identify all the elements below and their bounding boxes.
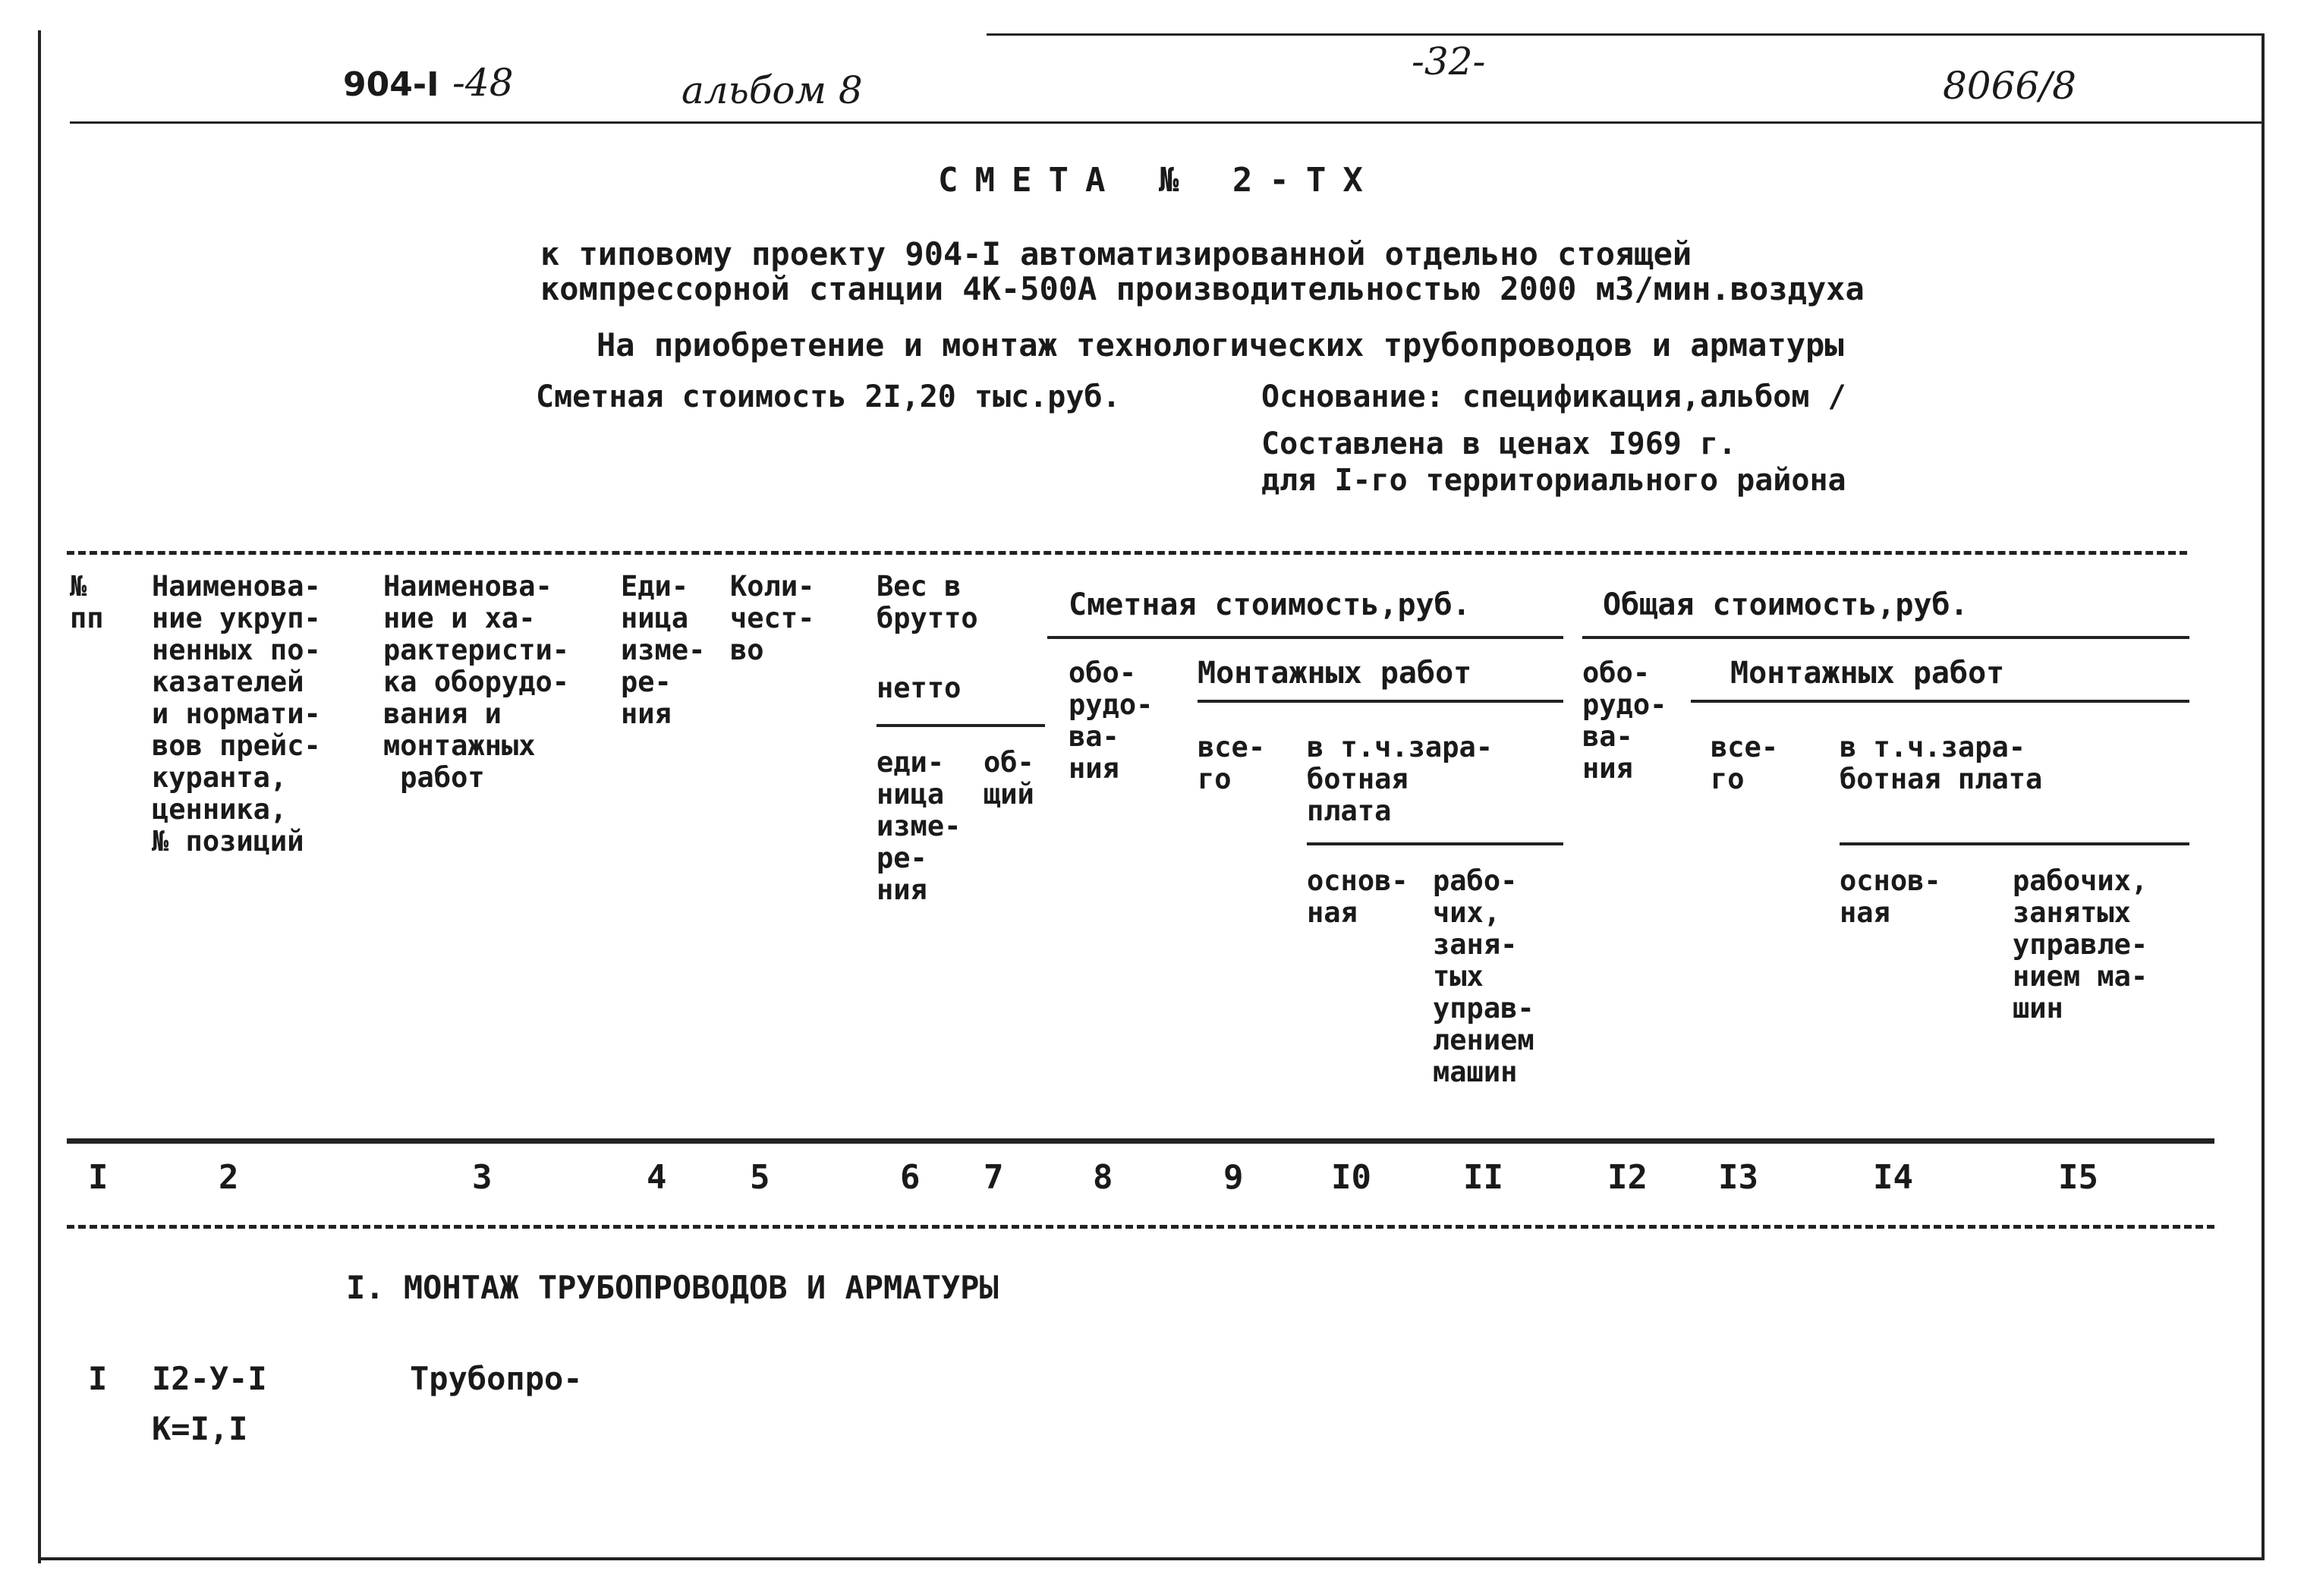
col-3-header: Наименова- ние и ха- рактеристи- ка оборудо- вания и монтажных работ (383, 570, 570, 794)
col-12-header: обо- рудо- ва- ния (1582, 656, 1667, 785)
frame-top-border (987, 33, 2265, 36)
col-1-header: № пп (70, 570, 104, 634)
mont-group-total-rule (1691, 700, 2189, 703)
row-1-coefficient: К=I,I (152, 1410, 248, 1447)
col-15-header: рабочих, занятых управле- нием ма- шин (2013, 864, 2148, 1025)
total-cost-group-header: Общая стоимость,руб. (1603, 587, 1969, 622)
basis: Основание: спецификация,альбом / (1261, 379, 1846, 414)
column-number-2: 2 (219, 1158, 239, 1197)
col-10-header: основ- ная (1307, 864, 1409, 929)
estimated-cost-group-rule (1047, 636, 1563, 639)
col-9-header: все- го (1198, 731, 1266, 795)
mont-group-est-header: Монтажных работ (1198, 656, 1472, 691)
col-13-header: все- го (1711, 731, 1779, 795)
frame-right-border (2262, 35, 2265, 1560)
estimated-cost-group-header: Сметная стоимость,руб. (1069, 587, 1471, 622)
column-numbers-bottom-rule (67, 1225, 2214, 1229)
subtitle-line-1: к типовому проекту 904-I автоматизированной отдельно стоящей (540, 235, 1692, 272)
col-11-header: рабо- чих, заня- тых управ- лением машин (1433, 864, 1534, 1088)
mont-group-est-rule (1198, 700, 1563, 703)
row-1-number: I (88, 1360, 108, 1397)
col-5-header: Коли- чест- во (730, 570, 815, 666)
column-number-8: 8 (1093, 1158, 1113, 1197)
wage-group-est-rule (1307, 842, 1563, 845)
frame-left-border (38, 30, 41, 1563)
column-number-13: I3 (1718, 1158, 1758, 1197)
col-7-header: об- щий (984, 746, 1034, 811)
row-1-name: Трубопро- (410, 1360, 583, 1397)
col-2-header: Наименова- ние укруп- ненных по- казателей и нормати- вов прейс- куранта, ценника, № позиций (152, 570, 321, 858)
weight-divider (877, 724, 1045, 727)
sheet-code: 8066/8 (1943, 64, 2076, 108)
header-bottom-rule (67, 1138, 2214, 1144)
col-8-header: обо- рудо- ва- ния (1069, 656, 1154, 785)
page-number: -32- (1412, 39, 1486, 83)
estimated-cost: Сметная стоимость 2I,20 тыс.руб. (536, 379, 1121, 414)
subtitle-line-2: компрессорной станции 4К-500А производительностью 2000 м3/мин.воздуха (540, 270, 1865, 307)
column-number-7: 7 (984, 1158, 1004, 1197)
weight-header: Вес в брутто (877, 570, 978, 634)
row-1-code: I2-У-I (152, 1360, 267, 1397)
mont-group-total-header: Монтажных работ (1730, 656, 2005, 691)
wage-group-total-header: в т.ч.зара- ботная плата (1840, 731, 2043, 795)
frame-bottom-border (38, 1557, 2265, 1560)
wage-group-total-rule (1840, 842, 2189, 845)
col-6-header: еди- ница изме- ре- ния (877, 746, 962, 906)
weight-netto-header: нетто (877, 672, 962, 704)
column-number-14: I4 (1873, 1158, 1913, 1197)
column-number-3: 3 (472, 1158, 493, 1197)
col-4-header: Еди- ница изме- ре- ния (621, 570, 706, 730)
section-title: I. МОНТАЖ ТРУБОПРОВОДОВ И АРМАТУРЫ (346, 1269, 999, 1306)
table-top-rule (67, 551, 2187, 555)
region: для I-го территориального района (1261, 463, 1846, 498)
column-number-5: 5 (750, 1158, 770, 1197)
compiled-prices: Составлена в ценах I969 г. (1261, 427, 1737, 461)
column-number-11: II (1463, 1158, 1503, 1197)
document-title: СМЕТА № 2-ТХ (938, 161, 1380, 200)
column-number-1: I (88, 1158, 109, 1197)
column-number-10: I0 (1331, 1158, 1371, 1197)
column-number-4: 4 (647, 1158, 667, 1197)
column-number-9: 9 (1223, 1158, 1244, 1197)
album-label: альбом 8 (681, 68, 863, 112)
total-cost-group-rule (1582, 636, 2189, 639)
project-code-handwritten: -48 (452, 61, 514, 105)
header-divider (70, 121, 2262, 124)
col-14-header: основ- ная (1840, 864, 1941, 929)
column-number-6: 6 (900, 1158, 921, 1197)
column-number-15: I5 (2058, 1158, 2098, 1197)
subtitle-line-3: На приобретение и монтаж технологических трубопроводов и арматуры (596, 326, 1844, 364)
project-code: 904-I (343, 65, 439, 104)
column-number-12: I2 (1607, 1158, 1648, 1197)
wage-group-est-header: в т.ч.зара- ботная плата (1307, 731, 1494, 827)
